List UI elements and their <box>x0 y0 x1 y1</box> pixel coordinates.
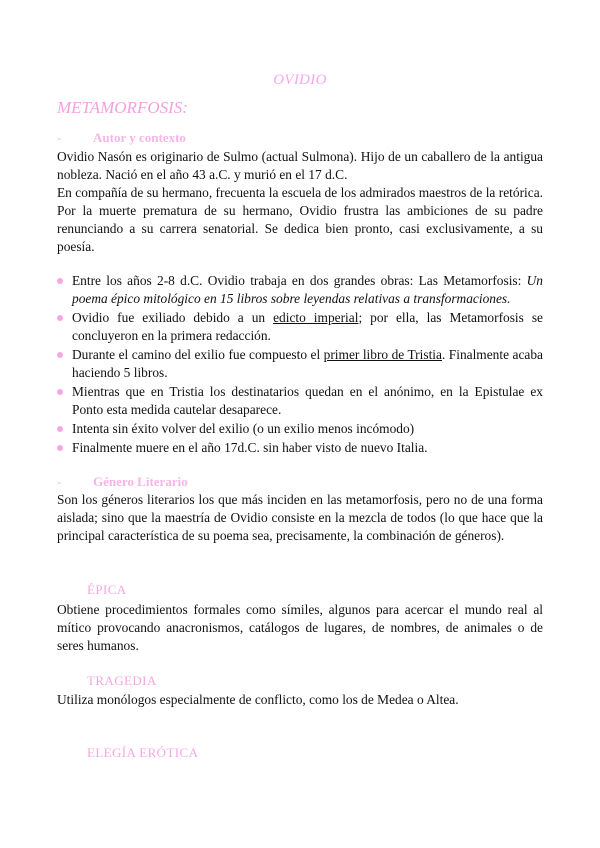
list-item-text: Intenta sin éxito volver del exilio (o un exilio menos incómodo) <box>72 421 415 436</box>
list-item <box>57 383 543 419</box>
paragraph-genero: Son los géneros literarios los que más inciden en las metamorfosis, pero no de una forma aislada; sino que la maestría de Ovidio consiste en la mezcla de todos (lo que hace que la principal característica de su poema sea, precisamente, la combinación de géneros). <box>57 492 543 543</box>
section-label: Autor y contexto <box>93 130 186 145</box>
document-heading: METAMORFOSIS: <box>57 98 188 117</box>
section-dash: - <box>57 474 62 489</box>
bullet-dot-icon <box>57 389 63 395</box>
list-item-text: Mientras que en Tristia los destinatarios quedan en el anónimo, en la Epistulae ex Ponto esta medida cautelar desaparece. <box>72 384 543 417</box>
list-item-underlined-text: edicto imperial <box>273 310 359 325</box>
list-item-text: . Finalmente acaba haciendo 5 libros. <box>72 347 543 380</box>
list-item-text: Finalmente muere en el año 17d.C. sin haber visto de nuevo Italia. <box>72 440 428 455</box>
bullet-dot-icon <box>57 445 63 451</box>
list-item <box>57 439 543 457</box>
list-item <box>57 420 543 438</box>
list-item-text: Durante el camino del exilio fue compuesto el <box>72 347 324 362</box>
subheading-elegia: ELEGÍA ERÓTICA <box>87 745 199 760</box>
list-item-underlined-text: primer libro de Tristia <box>323 347 442 362</box>
bullet-dot-icon <box>57 352 63 358</box>
list-item <box>57 309 543 345</box>
paragraph-autor-1: Ovidio Nasón es originario de Sulmo (actual Sulmona). Hijo de un caballero de la antigua nobleza. Nació en el año 43 a.C. y murió en el 17 d.C. <box>57 149 543 182</box>
list-item <box>57 346 543 382</box>
bullet-dot-icon <box>57 426 63 432</box>
bullet-dot-icon <box>57 315 63 321</box>
bullet-dot-icon <box>57 278 63 284</box>
subheading-tragedia: TRAGEDIA <box>87 673 157 688</box>
section-dash: - <box>57 130 62 145</box>
section-heading-genero <box>57 474 188 490</box>
document-title: OVIDIO <box>273 72 327 88</box>
subheading-epica: ÉPICA <box>87 582 127 597</box>
list-item-italic-text: Un poema épico mitológico en 15 libros sobre leyendas relativas a transformaciones. <box>72 273 543 306</box>
list-item-text: Ovidio fue exiliado debido a un <box>72 310 274 325</box>
paragraph-epica: Obtiene procedimientos formales como símiles, algunos para acercar el mundo real al mítico provocando anacronismos, catálogos de lugares, de nombres, de animales o de seres humanos. <box>57 602 543 653</box>
list-item <box>57 272 543 308</box>
paragraph-tragedia: Utiliza monólogos especialmente de conflicto, como los de Medea o Altea. <box>57 692 459 707</box>
bullet-list <box>57 272 543 458</box>
section-label: Género Literario <box>93 474 188 489</box>
list-item-text: Entre los años 2-8 d.C. Ovidio trabaja en dos grandes obras: Las Metamorfosis: <box>72 273 527 288</box>
list-item-text: ; por ella, las Metamorfosis se concluyeron en la primera redacción. <box>72 310 544 343</box>
section-heading-autor <box>57 130 186 146</box>
paragraph-autor-2: En compañía de su hermano, frecuenta la escuela de los admirados maestros de la retórica. Por la muerte prematura de su hermano, Ovidio frustra las ambiciones de su padre renunciando a su carrera senatorial. Se dedica bien pronto, casi exclusivamente, a su poesía. <box>57 185 543 254</box>
